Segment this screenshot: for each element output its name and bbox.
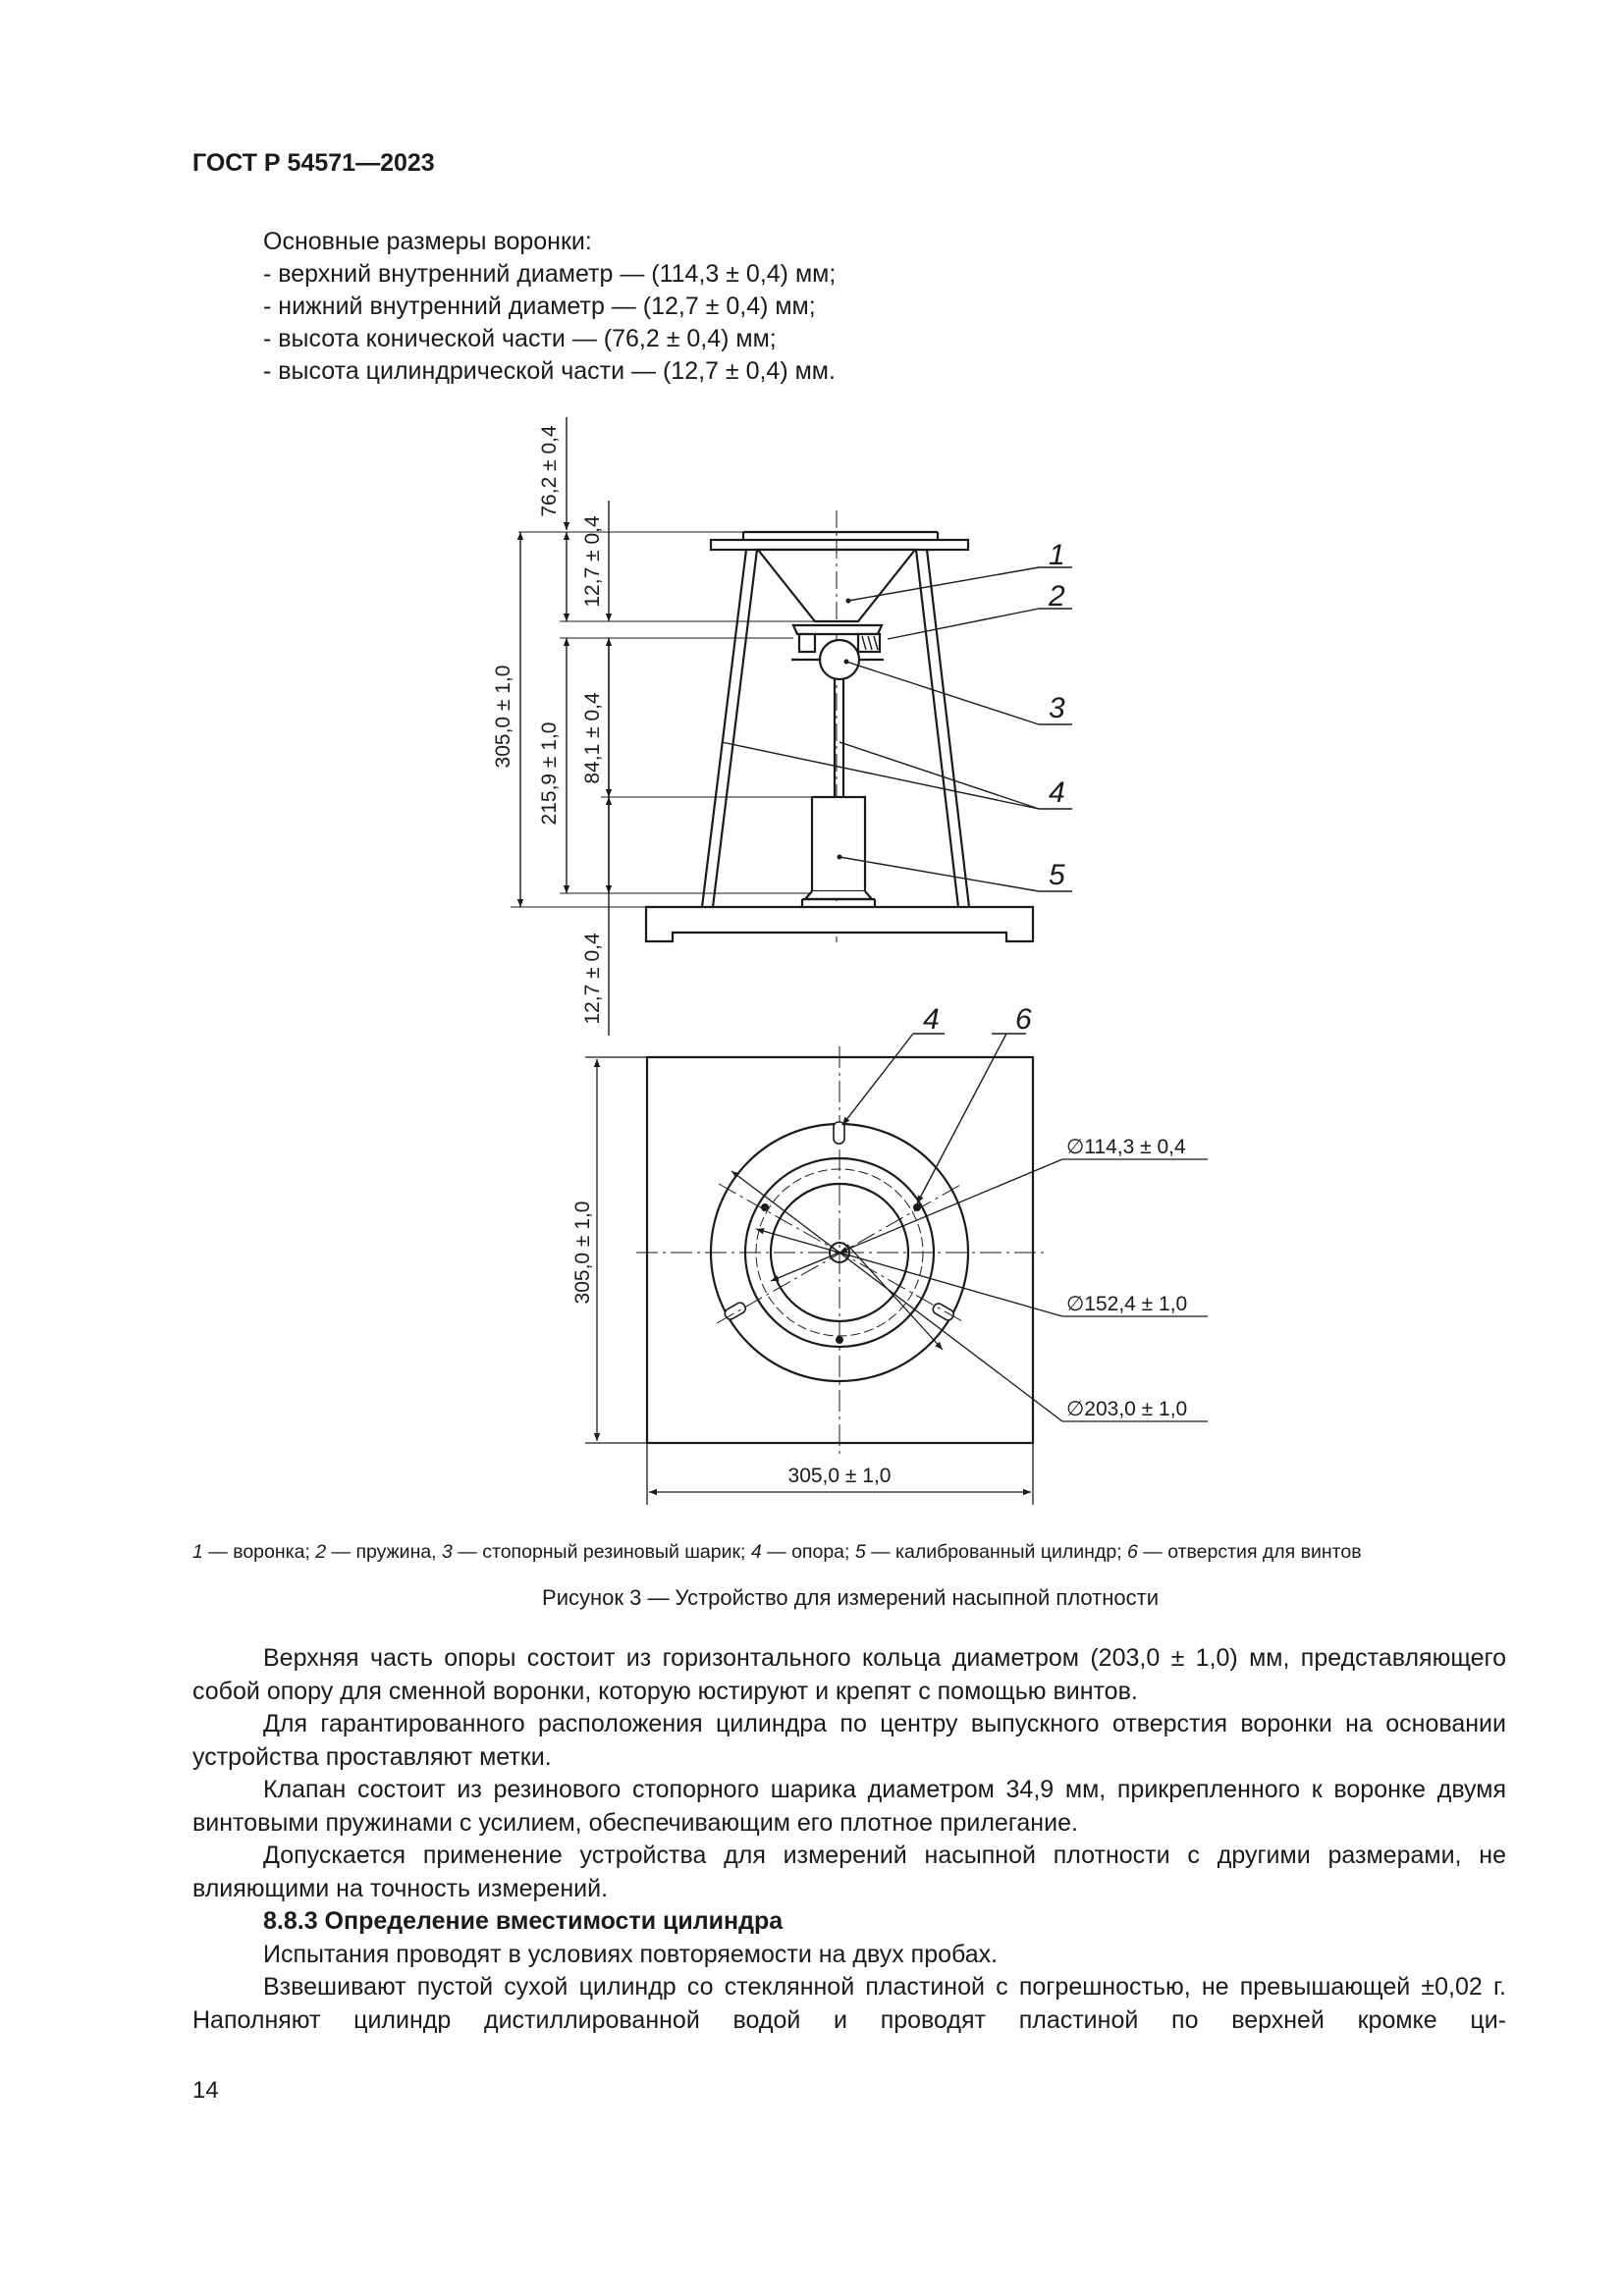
screw-hole [913,1203,921,1211]
paragraph: Верхняя часть опоры состоит из горизонтального кольца диаметром (203,0 ± 1,0) мм, представляющего собой опору для сменной воронки, которую юстируют и крепят с помощью винтов. [192,1644,1506,1705]
support-leg [702,550,746,907]
side-view [646,510,1033,942]
screw-hole [761,1203,769,1211]
callout-4: 4 [1049,776,1065,809]
dim-bottom: 305,0 ± 1,0 [787,1465,892,1487]
figure-legend: 1 — воронка; 2 — пружина, 3 — стопорный резиновый шарик; 4 — опора; 5 — калиброванный цилиндр; 6 — отверстия для винтов [192,1541,1362,1563]
paragraph: Клапан состоит из резинового стопорного шарика диаметром 34,9 мм, прикрепленного к воронке двумя винтовыми пружинами с усилием, обеспечивающим его плотное прилегание. [192,1776,1506,1837]
paragraph: Взвешивают пустой сухой цилиндр со стеклянной пластиной с погрешностью, не превышающей ±0,02 г. Наполняют цилиндр дистиллированной водой и проводят пластиной по верхней кромке ци- [192,1973,1506,2034]
dim-total-height: 305,0 ± 1,0 [492,665,514,769]
body-text [192,1642,1506,2037]
dim-lower-height: 84,1 ± 0,4 [581,692,604,784]
funnel-dimensions-list [263,226,836,388]
spring-holder [793,625,882,634]
paragraph: Испытания проводят в условиях повторяемости на двух пробах. [263,1940,999,1968]
base-square [647,1057,1033,1443]
callout-3: 3 [1049,692,1065,724]
support-leg [927,550,969,907]
dim-diameter-203: ∅203,0 ± 1,0 [1066,1398,1188,1420]
page-number: 14 [192,2077,219,2104]
callout-5: 5 [1049,859,1065,891]
dimension-item: - высота конической части — (76,2 ± 0,4) мм; [263,325,777,352]
dimension-item: - нижний внутренний диаметр — (12,7 ± 0,4) мм; [263,293,816,320]
callout-6: 6 [1015,1003,1032,1036]
callout-2: 2 [1049,580,1065,613]
dim-mid-height: 215,9 ± 1,0 [538,721,561,826]
dim-side: 305,0 ± 1,0 [571,1201,594,1305]
dimension-item: - верхний внутренний диаметр — (114,3 ± 0,4) мм; [263,260,837,288]
document-header: ГОСТ Р 54571—2023 [192,149,435,177]
paragraph: Допускается применение устройства для измерений насыпной плотности с другими размерами, не влияющими на точность измерений. [192,1842,1506,1902]
callout-4-top: 4 [923,1003,940,1036]
base-plate [646,907,1033,941]
stopper-ball [820,640,859,679]
dim-cylinder-height: 12,7 ± 0,4 [581,515,604,608]
figure-3-drawing [0,393,1624,1522]
section-heading: 8.8.3 Определение вместимости цилиндра [263,1907,784,1935]
figure-caption: Рисунок 3 — Устройство для измерений насыпной плотности [542,1585,1159,1610]
dimension-item: - высота цилиндрической части — (12,7 ± 0,4) мм. [263,357,836,385]
support-ring [711,540,968,550]
dim-diameter-152: ∅152,4 ± 1,0 [1066,1293,1188,1315]
paragraph: Для гарантированного расположения цилиндра по центру выпускного отверстия воронки на основании устройства проставляют метки. [192,1710,1506,1771]
callout-1: 1 [1049,539,1065,571]
dim-base-height: 12,7 ± 0,4 [581,933,604,1025]
dimensions-intro: Основные размеры воронки: [263,228,592,255]
dim-cone-height: 76,2 ± 0,4 [538,425,561,517]
dim-diameter-114: ∅114,3 ± 0,4 [1066,1136,1186,1158]
calibrated-cylinder [812,797,865,891]
screw-hole [836,1336,843,1344]
